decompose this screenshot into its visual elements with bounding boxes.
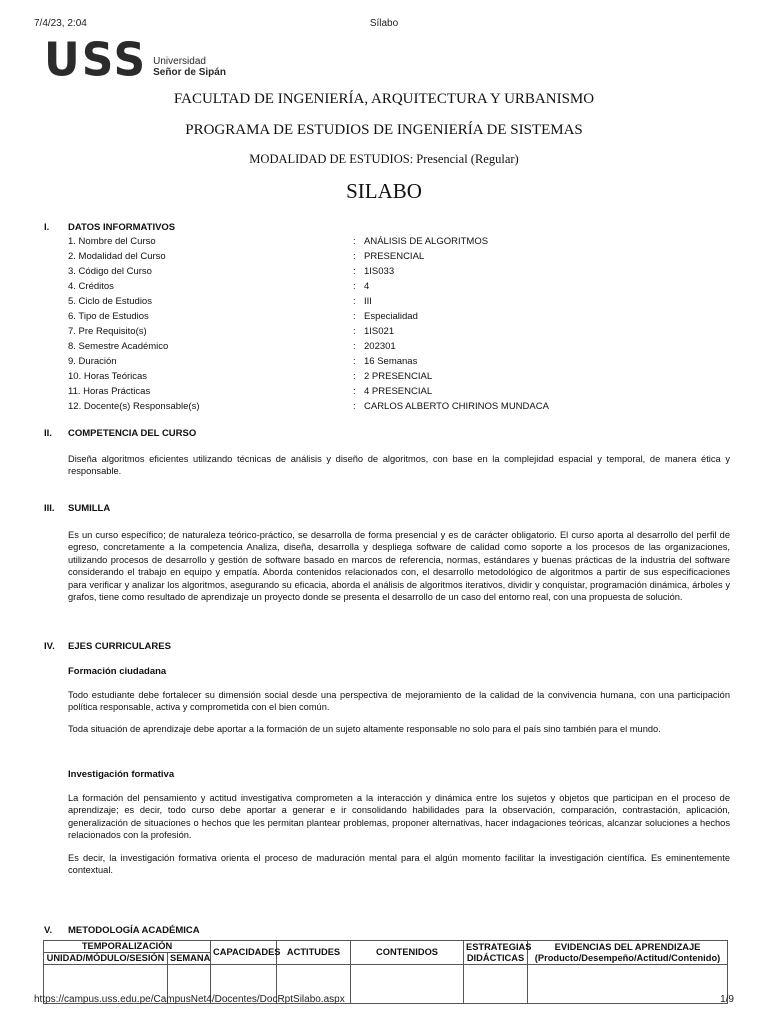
competencia-text: Diseña algoritmos eficientes utilizando técnicas de análisis y diseño de algoritmos, con base en la complejidad espacial y temporal, de manera ética y responsable.	[68, 454, 730, 477]
header-estrategias: ESTRATEGIAS DIDÁCTICAS	[464, 941, 528, 965]
datos-colon: :	[353, 401, 356, 412]
print-title: Sílabo	[369, 18, 399, 29]
section-number: IV.	[44, 641, 55, 652]
formacion-ciudadana-title: Formación ciudadana	[68, 666, 167, 677]
datos-value: 4	[364, 281, 370, 292]
evidencias-sub: (Producto/Desempeño/Actitud/Contenido)	[534, 952, 721, 963]
modality-title: MODALIDAD DE ESTUDIOS: Presencial (Regular)	[249, 152, 519, 166]
datos-colon: :	[353, 386, 356, 397]
datos-key: 8. Semestre Académico	[68, 341, 169, 352]
datos-key: 2. Modalidad del Curso	[68, 251, 166, 262]
logo-mark: USS	[44, 33, 148, 88]
investigacion-formativa-p1: La formación del pensamiento y actitud investigativa comprometen a la interacción y dinámica entre los sujetos y objetos que participan en el proceso de aprendizaje; es decir, todo curso debe aportar a generar e ir consolidando habilidades para la observación, comparación, contrastación, aplicación, generalización de situaciones o hechos que les permitan plantear problemas, proponer alternativas, hacer indagaciones teóricas, alcanzar soluciones a hechos relacionados con la profesión.	[68, 793, 730, 841]
datos-value: ANÁLISIS DE ALGORITMOS	[364, 236, 489, 247]
section-number: I.	[44, 222, 50, 233]
datos-colon: :	[353, 296, 356, 307]
section-metodologia	[44, 925, 200, 936]
datos-value: 1IS033	[364, 266, 395, 277]
datos-key: 5. Ciclo de Estudios	[68, 296, 152, 307]
sumilla-text: Es un curso específico; de naturaleza teórico-práctico, se desarrolla de forma presencial y es de carácter obligatorio. El curso aporta al desarrollo del perfil de egreso, concretamente a la competencia Analiza, diseña, desarrolla y despliega software de calidad como soporte a los procesos de las organizaciones, utilizando procesos de desarrollo y gestión de software basado en marcos de referencia, normas, estándares y buenas prácticas de la industria del software considerando el trabajo en equipo y empatía. Aborda contenidos relacionados con, el desarrollo metodológico de algoritmos a partir de sus especificaciones para verificar y analizar los algoritmos, asegurando su eficacia, aborda el análisis de algoritmos iterativos, dividir y conquistar, programación dinámica, árboles y grafos, tiene como resultado de aprendizaje un proyecto donde se presenta el desarrollo de un caso del entorno real, con una propuesta de solución.	[68, 530, 730, 603]
datos-value: CARLOS ALBERTO CHIRINOS MUNDACA	[364, 401, 549, 412]
print-datetime: 7/4/23, 2:04	[34, 18, 87, 29]
section-title: EJES CURRICULARES	[68, 641, 171, 652]
datos-colon: :	[353, 251, 356, 262]
datos-key: 9. Duración	[68, 356, 117, 367]
page-url[interactable]: https://campus.uss.edu.pe/CampusNet4/Docentes/DocRptSilabo.aspx	[34, 994, 345, 1005]
datos-value: III	[364, 296, 372, 307]
header-semana: SEMANA	[168, 953, 211, 965]
datos-colon: :	[353, 356, 356, 367]
section-number: III.	[44, 503, 55, 514]
datos-key: 10. Horas Teóricas	[68, 371, 148, 382]
document-title: SILABO	[346, 179, 422, 203]
header-temporalizacion: TEMPORALIZACIÓN	[44, 941, 211, 953]
datos-value: 1IS021	[364, 326, 395, 337]
faculty-title: FACULTAD DE INGENIERÍA, ARQUITECTURA Y URBANISMO	[173, 91, 595, 107]
datos-colon: :	[353, 326, 356, 337]
datos-key: 4. Créditos	[68, 281, 114, 292]
logo-line2: Señor de Sipán	[153, 67, 226, 78]
formacion-ciudadana-p2: Toda situación de aprendizaje debe aportar a la formación de un sujeto altamente responsable no solo para el país sino también para el mundo.	[68, 724, 661, 734]
print-footer	[34, 994, 734, 1005]
section-number: V.	[44, 925, 53, 936]
section-title: SUMILLA	[68, 503, 111, 514]
datos-value: 4 PRESENCIAL	[364, 386, 433, 397]
header-unidad: UNIDAD/MÓDULO/SESIÓN	[44, 953, 168, 965]
program-title: PROGRAMA DE ESTUDIOS DE INGENIERÍA DE SISTEMAS	[185, 122, 583, 138]
section-number: II.	[44, 428, 52, 439]
header-actitudes: ACTITUDES	[277, 941, 351, 965]
datos-key: 12. Docente(s) Responsable(s)	[68, 401, 200, 412]
page-number: 1/9	[720, 994, 734, 1005]
datos-colon: :	[353, 311, 356, 322]
datos-key: 3. Código del Curso	[68, 266, 152, 277]
datos-value: 202301	[364, 341, 396, 352]
datos-value: PRESENCIAL	[364, 251, 425, 262]
datos-value: 16 Semanas	[364, 356, 418, 367]
datos-colon: :	[353, 371, 356, 382]
evidencias-label: EVIDENCIAS DEL APRENDIZAJE	[554, 941, 701, 952]
datos-colon: :	[353, 266, 356, 277]
section-datos-informativos	[44, 222, 175, 233]
datos-value: 2 PRESENCIAL	[364, 371, 433, 382]
datos-value: Especialidad	[364, 311, 418, 322]
logo-text	[153, 56, 226, 78]
section-title: DATOS INFORMATIVOS	[68, 222, 176, 233]
datos-key: 7. Pre Requisito(s)	[68, 326, 147, 337]
header-evidencias	[528, 941, 728, 965]
datos-key: 1. Nombre del Curso	[68, 236, 156, 247]
datos-key: 11. Horas Prácticas	[68, 386, 151, 397]
formacion-ciudadana-p1: Todo estudiante debe fortalecer su dimensión social desde una perspectiva de mejoramiento de la calidad de la convivencia humana, con una participación política responsable, activa y comprometida con el bien común.	[68, 690, 730, 713]
table-header-row	[44, 941, 728, 953]
header-contenidos: CONTENIDOS	[351, 941, 464, 965]
datos-key: 6. Tipo de Estudios	[68, 311, 149, 322]
datos-colon: :	[353, 236, 356, 247]
datos-colon: :	[353, 281, 356, 292]
section-title: METODOLOGÍA ACADÉMICA	[68, 925, 200, 936]
section-ejes-curriculares	[44, 641, 171, 652]
section-sumilla	[44, 503, 110, 514]
datos-colon: :	[353, 341, 356, 352]
investigacion-formativa-p2: Es decir, la investigación formativa orienta el proceso de maduración mental para el algún momento facilitar la investigación científica. Es eminentemente contextual.	[68, 853, 730, 876]
header-capacidades: CAPACIDADES	[211, 941, 277, 965]
section-competencia	[44, 428, 196, 439]
logo-line1: Universidad	[153, 56, 206, 67]
section-title: COMPETENCIA DEL CURSO	[68, 428, 197, 439]
investigacion-formativa-title: Investigación formativa	[68, 769, 175, 780]
uss-logo	[44, 33, 226, 88]
